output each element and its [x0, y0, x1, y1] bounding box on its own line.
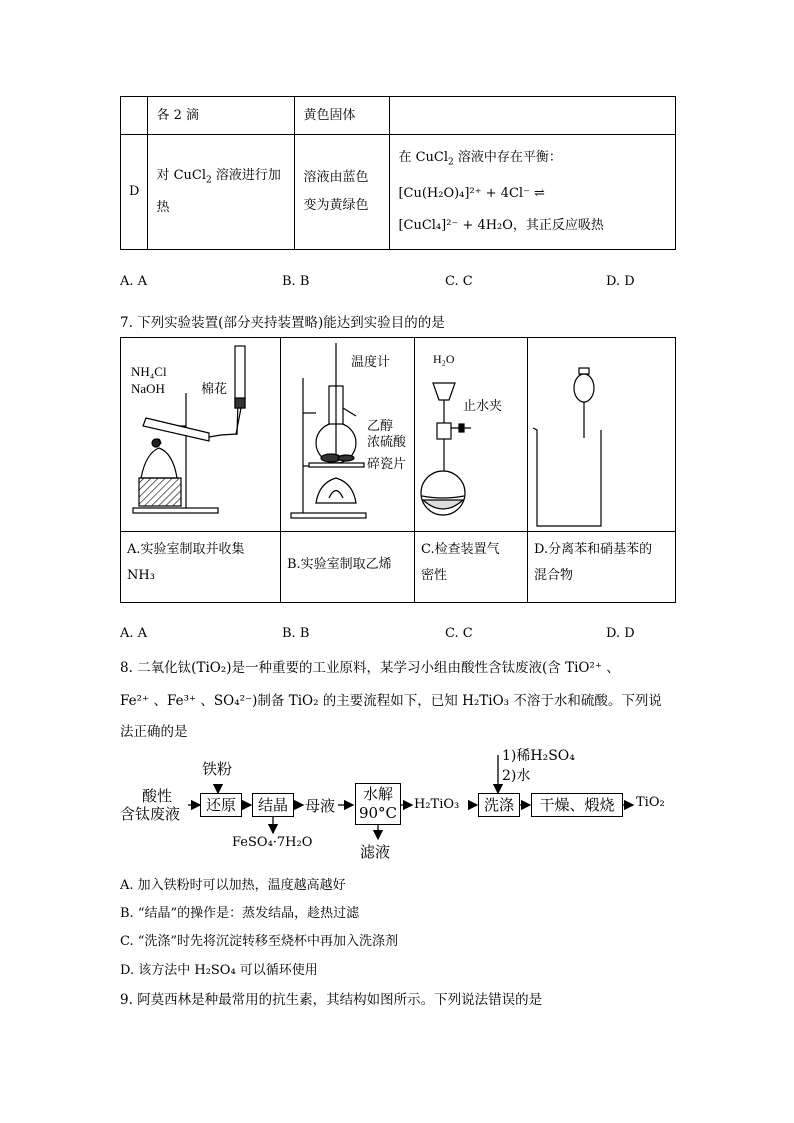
label-chips: 碎瓷片 [367, 456, 407, 471]
process-flow-diagram [120, 748, 680, 865]
q8-choice-d[interactable]: D. 该方法中 H₂SO₄ 可以循环使用 [120, 963, 318, 978]
caption-b: B.实验室制取乙烯 [287, 557, 392, 572]
option-c[interactable]: C. C [445, 274, 473, 289]
row-label: D [121, 135, 148, 250]
option-b[interactable]: B. B [282, 274, 310, 289]
q8-stem-line1: 8. 二氧化钛(TiO₂)是一种重要的工业原料，某学习小组由酸性含钛废液(含 TiO²⁺ 、 [120, 660, 620, 676]
option-d[interactable]: D. D [606, 626, 635, 641]
label-clamp: 止水夹 [463, 398, 503, 413]
flow-add1: 1)稀H₂SO₄ [502, 748, 575, 764]
step-dry-calcine: 干燥、煅烧 [531, 793, 623, 817]
table-cell-empty [121, 97, 148, 135]
option-a[interactable]: A. A [120, 626, 148, 641]
table-cell: 黄色固体 [295, 97, 390, 135]
q6-table [120, 96, 676, 250]
q9-stem: 9. 阿莫西林是种最常用的抗生素，其结构如图所示。下列说法错误的是 [120, 992, 543, 1008]
row-divider [121, 531, 675, 532]
caption-c: C.检查装置气 密性 [421, 542, 500, 583]
q7-apparatus-table [120, 337, 676, 603]
option-a[interactable]: A. A [120, 274, 148, 289]
q8-choice-c[interactable]: C. “洗涤”时先将沉淀转移至烧杯中再加入洗涤剂 [120, 934, 399, 949]
apparatus-drawings [121, 338, 675, 531]
table-cell: 各 2 滴 [148, 97, 295, 135]
step-reduce: 还原 [200, 793, 242, 817]
step-hydrolysis: 水解 90°C [355, 783, 401, 825]
flow-mother-liquor: 母液 [305, 797, 336, 815]
caption-d: D.分离苯和硝基苯的 混合物 [534, 542, 653, 583]
caption-a: A.实验室制取并收集 NH₃ [127, 542, 245, 583]
q8-choice-a[interactable]: A. 加入铁粉时可以加热，温度越高越好 [120, 878, 346, 893]
table-cell: 在 CuCl$_2$ 溶液中存在平衡： [Cu(H₂O)₄]²⁺ + 4Cl⁻ ⇌ [CuCl₄]²⁻ + 4H₂O，其正反应吸热 [390, 135, 676, 250]
flow-h2tio3: H₂TiO₃ [414, 797, 460, 812]
label-nh4cl: NH₄Cl [131, 364, 167, 379]
table-cell: 溶液由蓝色 变为黄绿色 [295, 135, 390, 250]
flow-filtrate: 滤液 [360, 843, 391, 861]
option-d[interactable]: D. D [606, 274, 635, 289]
q8-stem-line3: 法正确的是 [120, 724, 188, 740]
label-thermometer: 温度计 [351, 354, 391, 369]
flow-tio2: TiO₂ [636, 795, 665, 810]
q7-stem: 7. 下列实验装置(部分夹持装置略)能达到实验目的的是 [120, 315, 445, 331]
label-naoh: NaOH [131, 381, 165, 396]
option-b[interactable]: B. B [282, 626, 310, 641]
flow-iron: 铁粉 [202, 760, 233, 778]
flow-add2: 2)水 [502, 768, 531, 784]
table-cell: 对 CuCl$_2$ 溶液进行加 热 [148, 135, 295, 250]
flow-source2: 含钛废液 [120, 805, 181, 823]
step-crystallize: 结晶 [252, 793, 294, 817]
q8-stem-line2: Fe²⁺ 、Fe³⁺ 、SO₄²⁻)制备 TiO₂ 的主要流程如下，已知 H₂TiO₃ 不溶于水和硫酸。下列说 [120, 693, 662, 709]
option-c[interactable]: C. C [445, 626, 473, 641]
label-ethanol: 乙醇 [367, 418, 394, 433]
step-wash: 洗涤 [478, 793, 520, 817]
label-cotton: 棉花 [201, 381, 228, 396]
flow-source1: 酸性 [142, 787, 173, 805]
flow-feso4: FeSO₄·7H₂O [232, 835, 313, 850]
q8-choice-b[interactable]: B. “结晶”的操作是：蒸发结晶，趁热过滤 [120, 906, 360, 921]
table-cell [390, 97, 676, 135]
label-acid: 浓硫酸 [367, 434, 407, 449]
label-water: H₂O [433, 352, 455, 366]
